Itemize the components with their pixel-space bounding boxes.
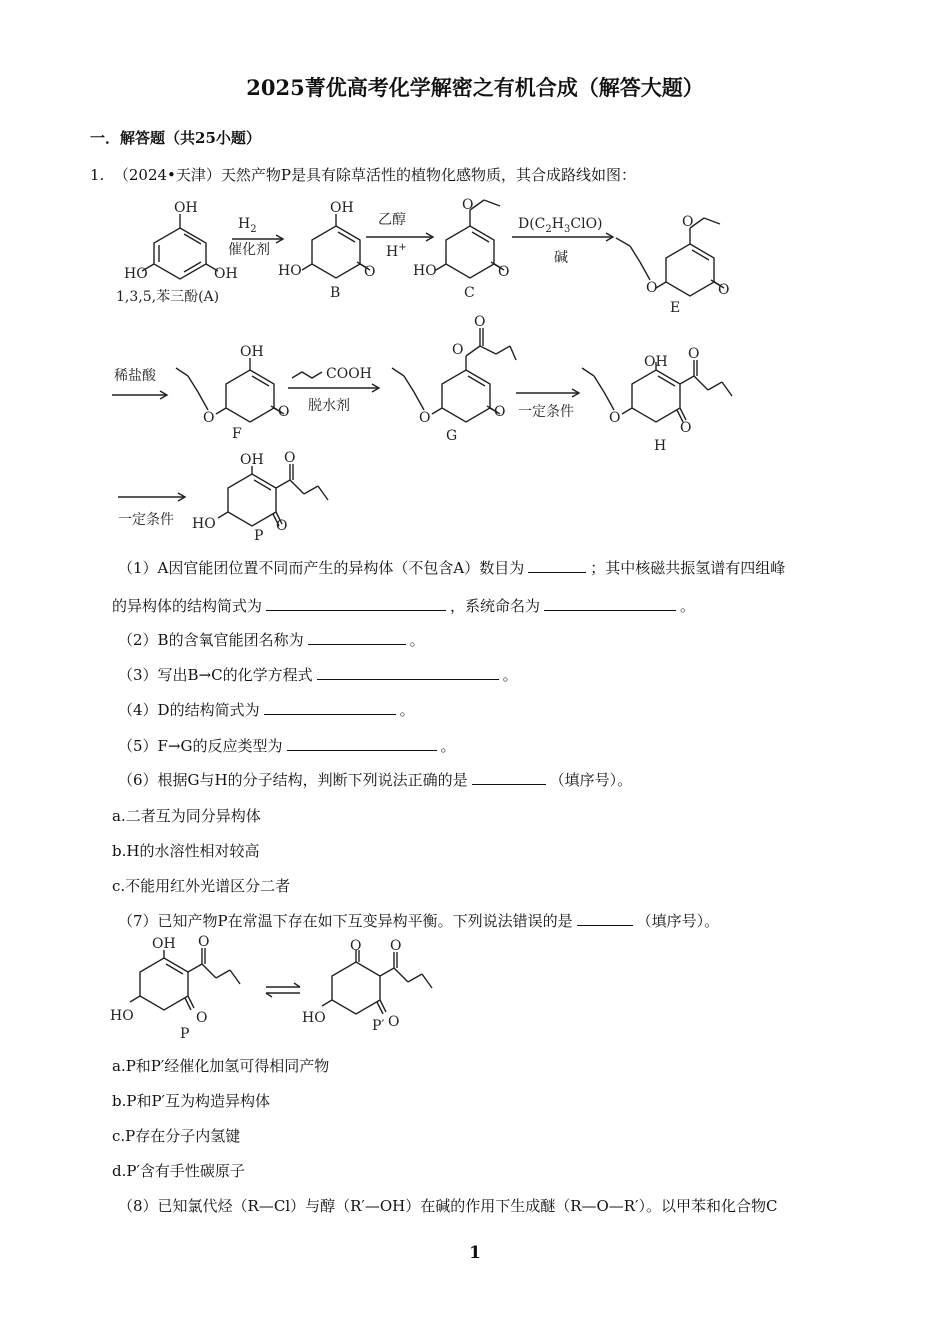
svg-text:HO: HO — [302, 1010, 326, 1026]
svg-text:O: O — [278, 404, 290, 420]
structure-G — [442, 370, 490, 422]
structure-P — [228, 474, 276, 526]
svg-text:O: O — [462, 197, 474, 213]
svg-text:OH: OH — [152, 936, 176, 952]
label-G: G — [446, 428, 458, 444]
answer-blank[interactable] — [528, 558, 586, 573]
subquestion-1: （1）A因官能团位置不同而产生的异构体（不包含A）数目为 ；其中核磁共振氢谱有四组峰 — [118, 559, 786, 577]
structure-B — [312, 226, 360, 278]
svg-text:O: O — [718, 282, 730, 298]
svg-text:OH: OH — [214, 266, 238, 282]
structure-P-tautomer — [140, 958, 188, 1010]
svg-text:HO: HO — [110, 1008, 134, 1024]
svg-text:O: O — [680, 420, 692, 436]
svg-text:OH: OH — [240, 452, 264, 468]
option-6a: a.二者互为同分异构体 — [112, 807, 261, 825]
svg-text:催化剂: 催化剂 — [228, 242, 270, 258]
svg-text:乙醇: 乙醇 — [378, 212, 406, 228]
page-title: 2025菁优高考化学解密之有机合成（解答大题） — [246, 75, 704, 100]
svg-text:O: O — [609, 410, 621, 426]
svg-text:稀盐酸: 稀盐酸 — [114, 368, 156, 384]
label-P-prime: P′ — [372, 1018, 385, 1034]
svg-text:OH: OH — [240, 344, 264, 360]
svg-text:O: O — [196, 1010, 208, 1026]
subquestion-1-cont: 的异构体的结构简式为 ，系统命名为 。 — [112, 597, 696, 615]
label-P: P — [254, 528, 264, 544]
answer-blank[interactable] — [264, 700, 396, 715]
question-number: 1. — [90, 166, 105, 184]
svg-text:HO: HO — [278, 263, 302, 279]
svg-text:O: O — [203, 410, 215, 426]
section-heading: 一．解答题（共25小题） — [90, 129, 261, 147]
svg-text:一定条件: 一定条件 — [518, 404, 574, 420]
answer-blank[interactable] — [287, 736, 437, 751]
svg-text:脱水剂: 脱水剂 — [308, 398, 350, 414]
label-F: F — [232, 426, 242, 442]
svg-text:碱: 碱 — [554, 250, 568, 266]
svg-text:H+: H+ — [386, 242, 407, 260]
option-7a: a.P和P′经催化加氢可得相同产物 — [112, 1057, 330, 1075]
answer-blank[interactable] — [577, 911, 633, 926]
label-A: 1,3,5,苯三酚(A) — [116, 289, 220, 305]
svg-text:O: O — [284, 450, 296, 466]
subquestion-8: （8）已知氯代烃（R—Cl）与醇（R′—OH）在碱的作用下生成醚（R—O—R′）。以甲苯和化合物C — [118, 1197, 778, 1215]
svg-text:O: O — [419, 410, 431, 426]
answer-blank[interactable] — [308, 630, 406, 645]
subquestion-2: （2）B的含氧官能团名称为 。 — [118, 631, 425, 649]
svg-text:O: O — [390, 938, 402, 954]
option-6c: c.不能用红外光谱区分二者 — [112, 877, 291, 895]
structure-A — [154, 228, 206, 279]
answer-blank[interactable] — [544, 596, 676, 611]
label-E: E — [670, 300, 681, 316]
answer-blank[interactable] — [317, 665, 499, 680]
svg-text:O: O — [350, 938, 362, 954]
answer-blank[interactable] — [472, 770, 546, 785]
svg-text:O: O — [474, 314, 486, 330]
label-C: C — [464, 285, 475, 301]
option-7c: c.P存在分子内氢键 — [112, 1127, 241, 1145]
structure-F — [226, 370, 274, 422]
svg-text:O: O — [276, 518, 288, 534]
svg-text:OH: OH — [330, 200, 354, 216]
svg-text:一定条件: 一定条件 — [118, 512, 174, 528]
svg-text:O: O — [198, 934, 210, 950]
structure-P-prime — [332, 962, 380, 1014]
structure-C — [446, 226, 494, 278]
svg-text:O: O — [364, 264, 376, 280]
svg-text:HO: HO — [192, 516, 216, 532]
subquestion-5: （5）F→G的反应类型为 。 — [118, 737, 456, 755]
subquestion-3: （3）写出B→C的化学方程式 。 — [118, 666, 518, 684]
subquestion-4: （4）D的结构简式为 。 — [118, 701, 415, 719]
subquestion-7: （7）已知产物P在常温下存在如下互变异构平衡。下列说法错误的是 （填序号）。 — [118, 912, 720, 930]
svg-text:O: O — [498, 264, 510, 280]
label-H: H — [654, 438, 667, 454]
svg-text:H2: $H_2$ — [238, 216, 257, 235]
svg-text:O: O — [452, 342, 464, 358]
structure-E — [666, 244, 714, 296]
answer-blank[interactable] — [266, 596, 446, 611]
svg-text:HO: HO — [413, 263, 437, 279]
A-oh-label: OH — [174, 200, 198, 216]
svg-text:O: O — [646, 280, 658, 296]
subquestion-6: （6）根据G与H的分子结构，判断下列说法正确的是 （填序号）。 — [118, 771, 633, 789]
svg-text:O: O — [682, 214, 694, 230]
svg-text:O: O — [494, 404, 506, 420]
svg-text:D(C2H3ClO): $D(C_2H_3ClO)$ — [518, 216, 603, 235]
option-7b: b.P和P′互为构造异构体 — [112, 1092, 270, 1110]
svg-text:COOH: COOH — [326, 366, 372, 382]
svg-text:HO: HO — [124, 266, 148, 282]
svg-text:O: O — [388, 1014, 400, 1030]
question-stem-text: （2024•天津）天然产物P是具有除草活性的植物化感物质，其合成路线如图： — [113, 166, 636, 184]
label-B: B — [330, 285, 341, 301]
option-6b: b.H的水溶性相对较高 — [112, 842, 260, 860]
structure-H — [632, 370, 680, 422]
label-P-tautomer: P — [180, 1026, 190, 1042]
svg-text:OH: OH — [644, 354, 668, 370]
page-number: 1 — [469, 1243, 481, 1263]
option-7d: d.P′含有手性碳原子 — [112, 1162, 245, 1180]
svg-text:O: O — [688, 346, 700, 362]
